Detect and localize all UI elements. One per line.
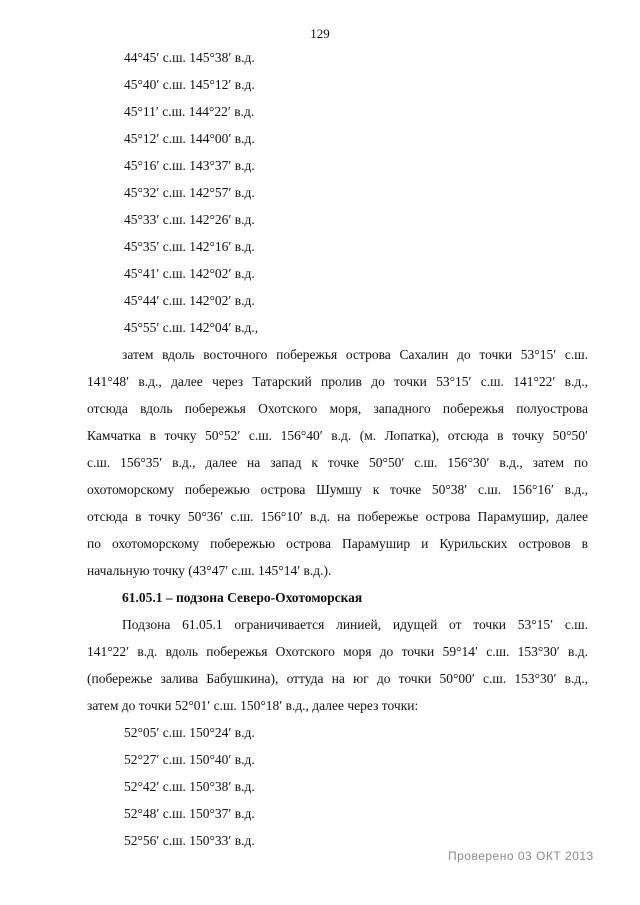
coordinate-line: 44°45′ с.ш. 145°38′ в.д. [124, 50, 255, 65]
paragraph-line: охотоморскому побережью острова Шумшу к точке 50°38′ с.ш. 156°16′ в.д., [87, 482, 588, 497]
coordinate-line: 45°16′ с.ш. 143°37′ в.д. [124, 158, 255, 173]
coordinate-line: 45°44′ с.ш. 142°02′ в.д. [124, 293, 255, 308]
paragraph-line: Подзона 61.05.1 ограничивается линией, идущей от точки 53°15′ с.ш. [122, 617, 588, 632]
paragraph-line: (побережье залива Бабушкина), оттуда на юг до точки 50°00′ с.ш. 153°30′ в.д., [87, 671, 588, 686]
coordinate-line: 45°11′ с.ш. 144°22′ в.д. [124, 104, 255, 119]
coordinate-line: 52°48′ с.ш. 150°37′ в.д. [124, 806, 255, 821]
paragraph-line: отсюда в точку 50°36′ с.ш. 156°10′ в.д. на побережье острова Парамушир, далее [87, 509, 588, 524]
coordinate-line: 52°27′ с.ш. 150°40′ в.д. [124, 752, 255, 767]
paragraph-line: 141°22′ в.д. вдоль побережья Охотского моря до точки 59°14′ с.ш. 153°30′ в.д. [87, 644, 588, 659]
paragraph-line: затем до точки 52°01′ с.ш. 150°18′ в.д., далее через точки: [87, 698, 419, 713]
coordinate-line: 45°40′ с.ш. 145°12′ в.д. [124, 77, 255, 92]
page-number: 129 [310, 26, 330, 41]
coordinate-line: 45°33′ с.ш. 142°26′ в.д. [124, 212, 255, 227]
paragraph-line: Камчатка в точку 50°52′ с.ш. 156°40′ в.д. (м. Лопатка), отсюда в точку 50°50′ [87, 428, 588, 443]
coordinate-line: 45°12′ с.ш. 144°00′ в.д. [124, 131, 255, 146]
coordinate-line: 52°05′ с.ш. 150°24′ в.д. [124, 725, 255, 740]
paragraph-line: с.ш. 156°35′ в.д., далее на запад к точке 50°50′ с.ш. 156°30′ в.д., затем по [87, 455, 588, 470]
coordinate-line: 45°32′ с.ш. 142°57′ в.д. [124, 185, 255, 200]
paragraph-line: затем вдоль восточного побережья острова Сахалин до точки 53°15′ с.ш. [122, 347, 588, 362]
section-heading: 61.05.1 – подзона Северо-Охотоморская [122, 590, 363, 605]
coordinate-line: 52°42′ с.ш. 150°38′ в.д. [124, 779, 255, 794]
paragraph-line: по охотоморскому побережью острова Парамушир и Курильских островов в [87, 536, 588, 551]
coordinate-line: 45°41′ с.ш. 142°02′ в.д. [124, 266, 255, 281]
paragraph-line: 141°48′ в.д., далее через Татарский пролив до точки 53°15′ с.ш. 141°22′ в.д., [87, 374, 588, 389]
coordinate-line: 52°56′ с.ш. 150°33′ в.д. [124, 833, 255, 848]
coordinate-line: 45°35′ с.ш. 142°16′ в.д. [124, 239, 255, 254]
verification-stamp: Проверено 03 ОКТ 2013 [448, 849, 594, 863]
coordinate-line: 45°55′ с.ш. 142°04′ в.д., [124, 320, 259, 335]
paragraph-line: начальную точку (43°47′ с.ш. 145°14′ в.д.). [87, 563, 332, 578]
paragraph-line: отсюда вдоль побережья Охотского моря, западного побережья полуострова [87, 401, 588, 416]
